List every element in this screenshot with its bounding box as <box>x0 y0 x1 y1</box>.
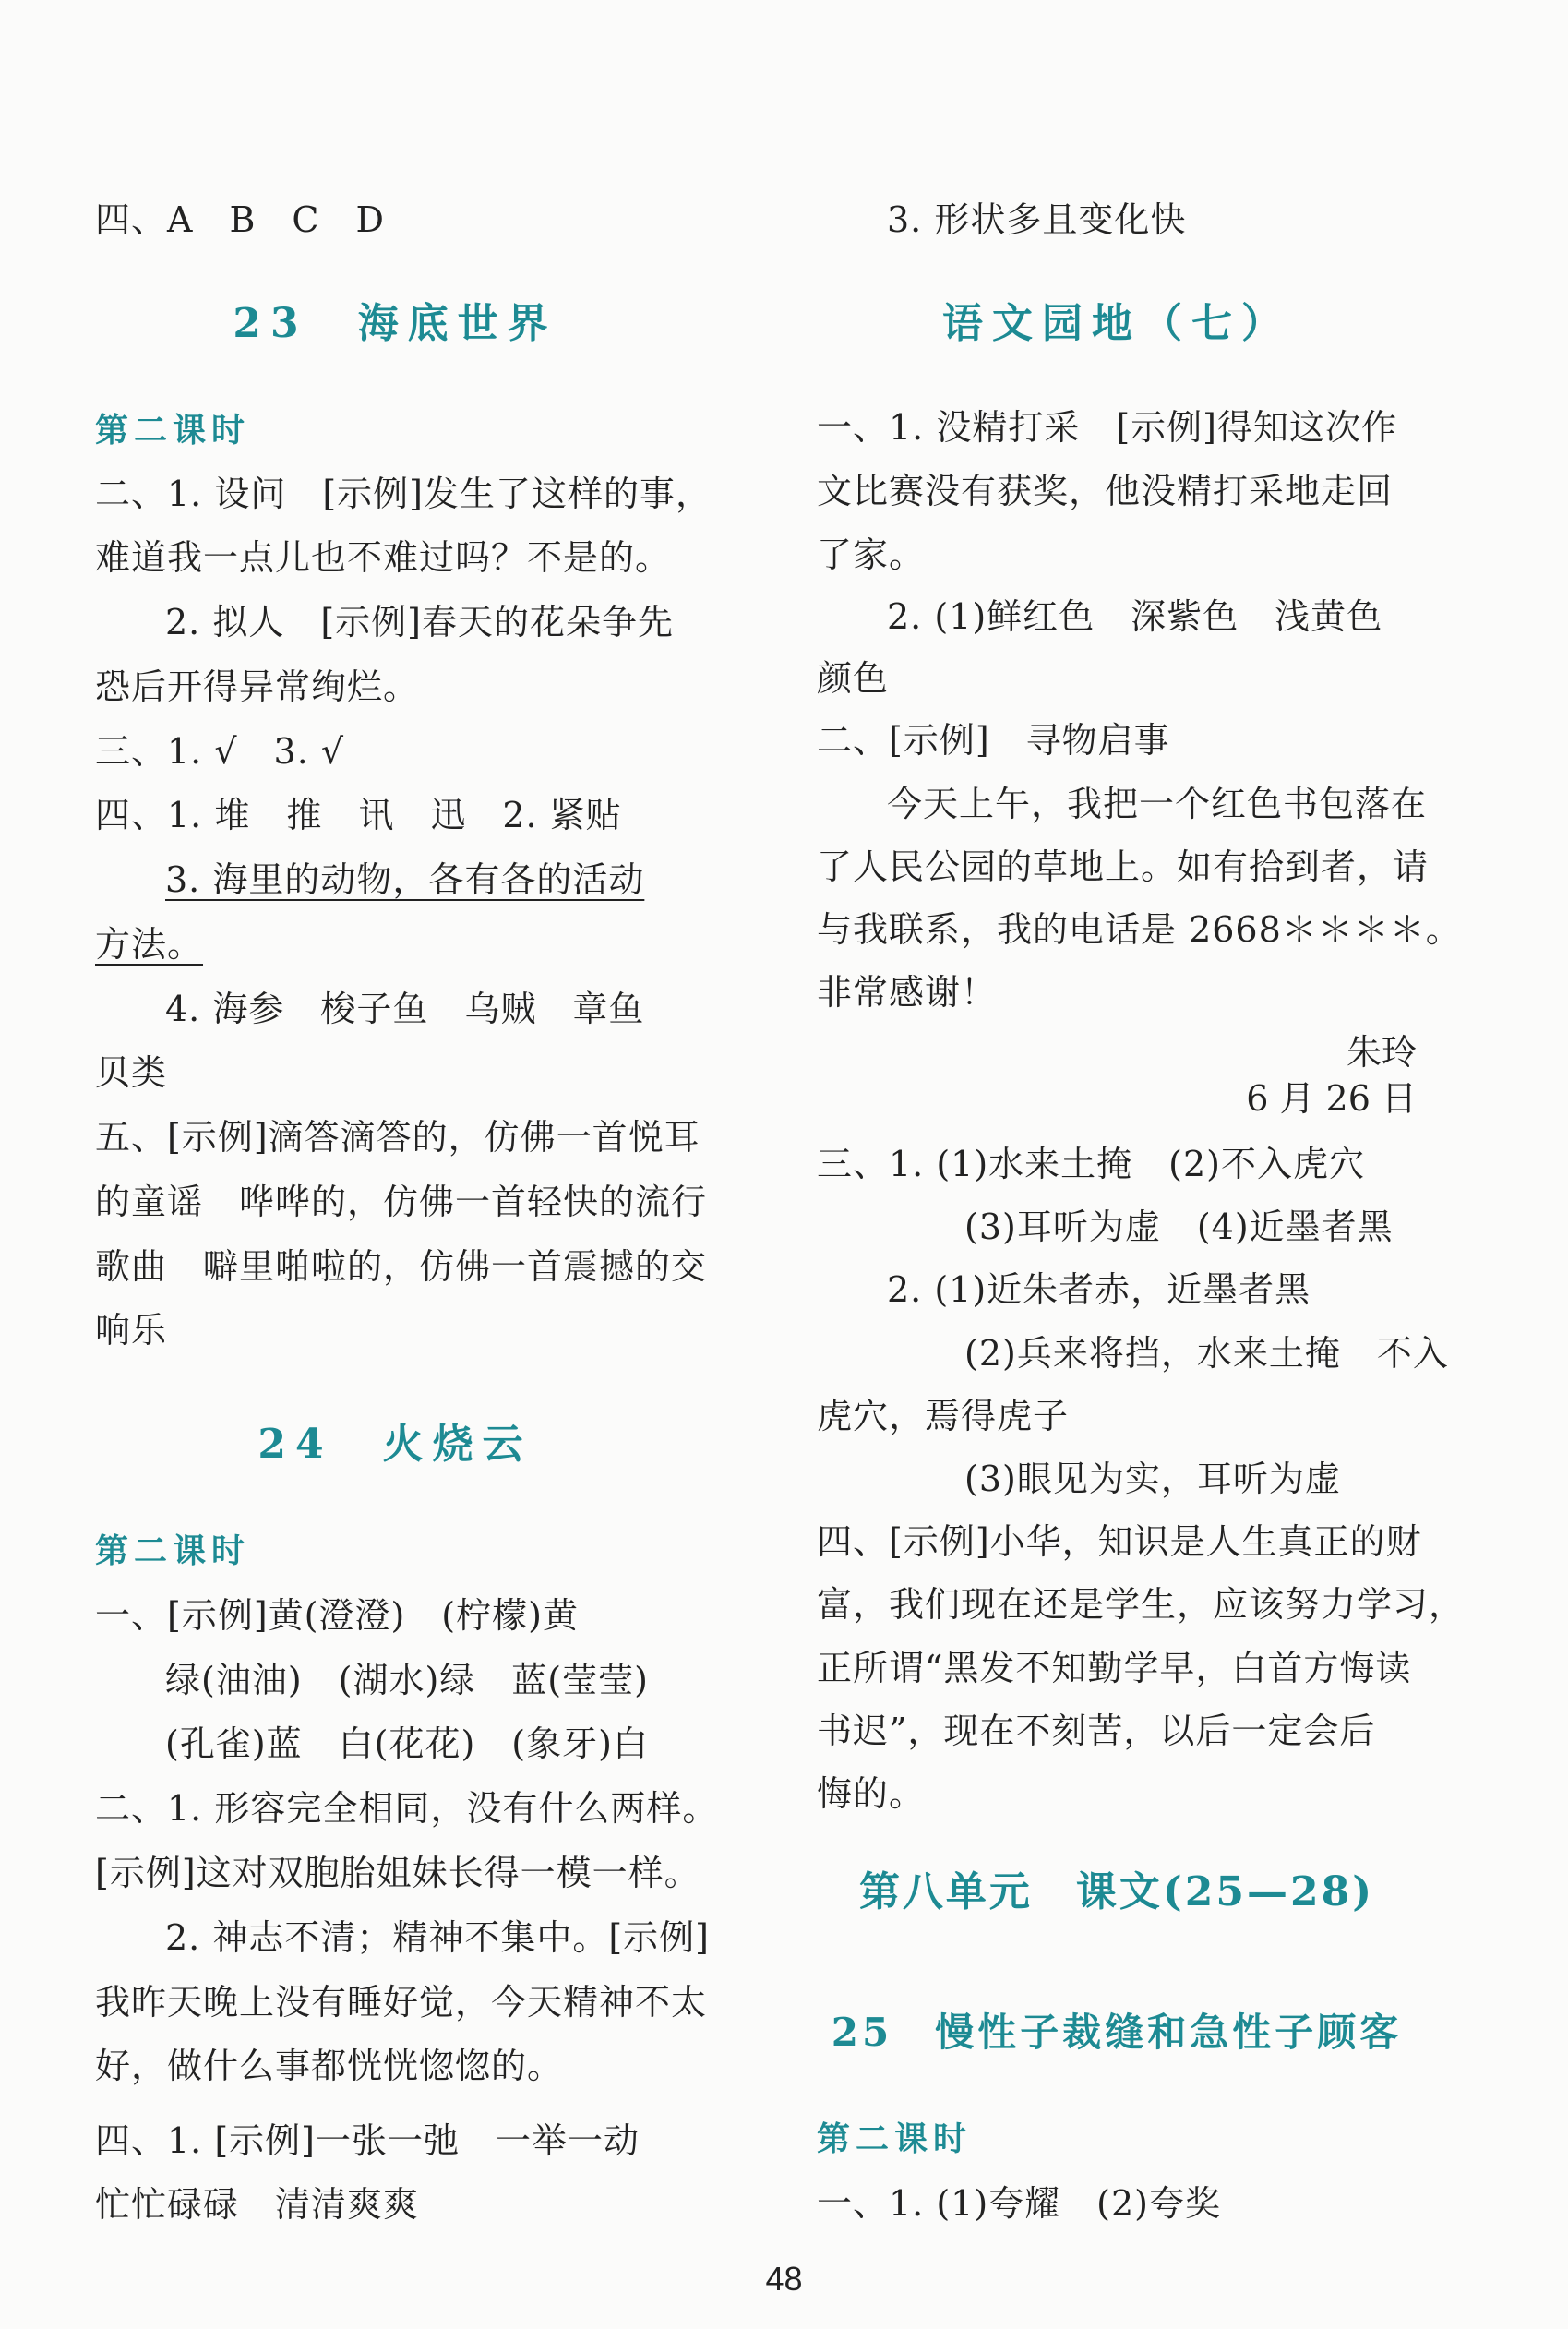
page-number: 48 <box>765 2260 803 2298</box>
answer-line: 2. (1)鲜红色 深紫色 浅黄色 <box>887 596 1383 637</box>
answer-line: 2. 神志不清；精神不集中。[示例] <box>165 1917 710 1958</box>
answer-line: 虎穴，焉得虎子 <box>817 1396 1070 1436</box>
lesson-title-24: 24 火烧云 <box>257 1421 533 1468</box>
lesson-title-23: 23 海底世界 <box>233 300 557 347</box>
answer-line: 二、[示例] 寻物启事 <box>817 720 1170 761</box>
answer-line: 一、1. 没精打采 [示例]得知这次作 <box>817 407 1397 448</box>
answer-line: 二、1. 设问 [示例]发生了这样的事， <box>95 474 712 514</box>
answer-line: 正所谓“黑发不知勤学早，白首方悔读 <box>817 1648 1412 1688</box>
answer-line: 歌曲 噼里啪啦的，仿佛一首震撼的交 <box>95 1246 708 1287</box>
signature-name: 朱玲 <box>1346 1032 1417 1073</box>
section-title-yuwenyuandi: 语文园地（七） <box>942 300 1291 347</box>
answer-line: 悔的。 <box>817 1773 926 1814</box>
answer-line: 今天上午，我把一个红色书包落在 <box>887 784 1428 824</box>
lesson-title-25: 25 慢性子裁缝和急性子顾客 <box>831 2010 1403 2055</box>
answer-line: 四、[示例]小华，知识是人生真正的财 <box>817 1521 1422 1562</box>
answer-line: 我昨天晚上没有睡好觉，今天精神不太 <box>95 1982 708 2023</box>
answer-line: (孔雀)蓝 白(花花) (象牙)白 <box>165 1723 649 1764</box>
answer-line: 颜色 <box>817 658 890 699</box>
answer-line: 4. 海参 梭子鱼 乌贼 章鱼 <box>165 989 645 1029</box>
answer-line: 与我联系，我的电话是 2668＊＊＊＊。 <box>817 909 1462 950</box>
answer-line: 了家。 <box>817 534 926 575</box>
section-subtitle: 第二课时 <box>817 2119 973 2158</box>
signature-date: 6 月 26 日 <box>1246 1078 1417 1119</box>
answer-line: 书迟”，现在不刻苦，以后一定会后 <box>817 1711 1376 1751</box>
answer-line: 贝类 <box>95 1052 168 1093</box>
answer-line: 三、1. √ 3. √ <box>95 731 345 772</box>
answer-line: 文比赛没有获奖，他没精打采地走回 <box>817 471 1394 511</box>
answer-line: 四、1. 堆 推 讯 迅 2. 紧贴 <box>95 795 622 835</box>
answer-line: 2. 拟人 [示例]春天的花朵争先 <box>165 602 674 642</box>
answer-line: 一、1. (1)夸耀 (2)夸奖 <box>817 2183 1221 2224</box>
section-subtitle: 第二课时 <box>95 411 251 450</box>
answer-line: 三、1. (1)水来土掩 (2)不入虎穴 <box>817 1144 1365 1184</box>
answer-line: 2. (1)近朱者赤，近墨者黑 <box>887 1269 1311 1310</box>
answer-line: 五、[示例]滴答滴答的，仿佛一首悦耳 <box>95 1117 700 1158</box>
underlined-answer: 方法。 <box>95 924 204 965</box>
answer-line: 富，我们现在还是学生，应该努力学习， <box>817 1584 1466 1625</box>
answer-line: 响乐 <box>95 1310 168 1351</box>
answer-line: 绿(油油) (湖水)绿 蓝(莹莹) <box>165 1660 649 1700</box>
unit-title: 第八单元 课文(25—28) <box>858 1868 1375 1915</box>
answer-line: 四、A B C D <box>95 199 385 240</box>
answer-line: (3)耳听为虚 (4)近墨者黑 <box>964 1207 1394 1247</box>
answer-line: 忙忙碌碌 清清爽爽 <box>95 2184 420 2225</box>
answer-line: (2)兵来将挡，水来土掩 不入 <box>964 1333 1449 1374</box>
answer-line: 好，做什么事都恍恍惚惚的。 <box>95 2046 564 2086</box>
answer-line: 难道我一点儿也不难过吗？不是的。 <box>95 537 672 578</box>
answer-line: 一、[示例]黄(澄澄) (柠檬)黄 <box>95 1595 579 1636</box>
answer-line: 恐后开得异常绚烂。 <box>95 666 420 707</box>
answer-line: [示例]这对双胞胎姐妹长得一模一样。 <box>95 1853 700 1893</box>
section-subtitle: 第二课时 <box>95 1531 251 1570</box>
underlined-answer: 3. 海里的动物，各有各的活动 <box>165 859 645 900</box>
answer-line: 非常感谢！ <box>817 972 998 1013</box>
answer-line: 四、1. [示例]一张一弛 一举一动 <box>95 2120 640 2161</box>
answer-line: 了人民公园的草地上。如有拾到者，请 <box>817 846 1430 887</box>
answer-line: (3)眼见为实，耳听为虚 <box>964 1459 1341 1499</box>
answer-line: 二、1. 形容完全相同，没有什么两样。 <box>95 1788 719 1829</box>
answer-line: 3. 形状多且变化快 <box>887 199 1187 240</box>
answer-line: 的童谣 哗哗的，仿佛一首轻快的流行 <box>95 1182 708 1222</box>
